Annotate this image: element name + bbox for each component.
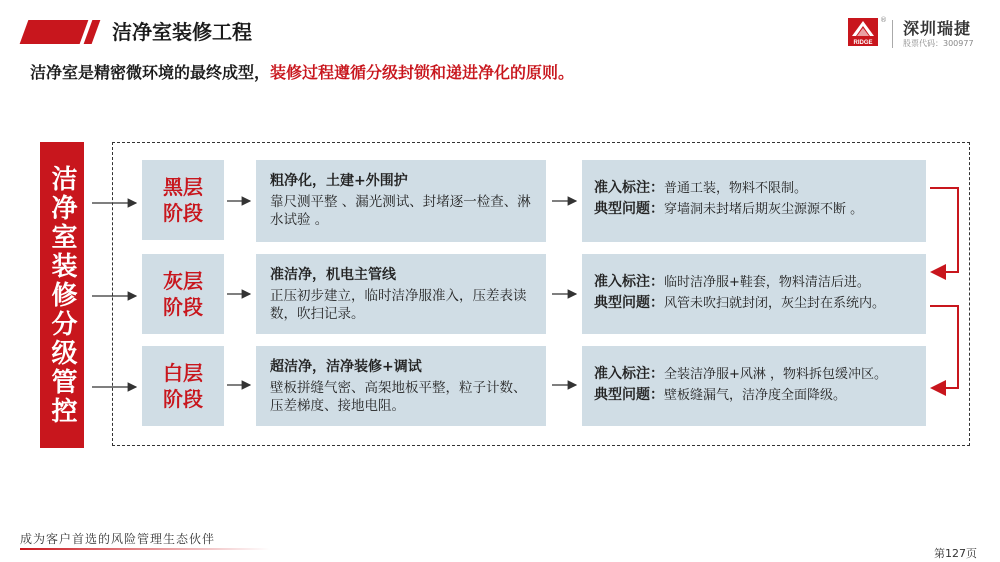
page-number: 第127页 [934,547,977,560]
entry-text: 全装洁净服+风淋 ，物料拆包缓冲区。 [664,367,888,382]
stage-grey-label: 灰层 阶段 [142,254,224,334]
entry-label: 准入标注： [594,180,664,196]
stage-white-text: 壁板拼缝气密、高架地板平整，粒子计数、压差梯度、接地电阻。 [270,380,527,414]
entry-text: 普通工装，物料不限制。 [664,181,808,196]
entry-label: 准入标注： [594,366,664,382]
subtitle-part2: 装修过程遵循分级封锁和递进净化的原则。 [270,63,575,82]
footer-divider [20,548,270,550]
issue-label: 典型问题： [594,387,664,403]
stock-code: 股票代码：300977 [903,39,974,48]
subtitle-part1: 洁净室是精密微环境的最终成型， [30,63,271,82]
stage-black-label: 黑层 阶段 [142,160,224,240]
stage-black-desc [256,160,546,242]
issue-text: 壁板缝漏气，洁净度全面降级。 [664,388,847,403]
issue-text: 穿墙洞未封堵后期灰尘源源不断 。 [664,202,864,217]
stage-white-standard [582,346,926,426]
issue-label: 典型问题： [594,295,664,311]
stage-black-standard [582,160,926,242]
stage-grey-standard [582,254,926,334]
stage-black-text: 靠尺测平整 、漏光测试、封堵逐一检查、淋水试验 。 [270,194,531,228]
entry-label: 准入标注： [594,274,664,290]
company-name: 深圳瑞捷 [903,19,972,38]
registered-mark: ® [880,16,887,24]
footer-slogan: 成为客户首选的风险管理生态伙伴 [20,532,216,546]
stage-grey-title: 准洁净，机电主管线 [270,267,396,283]
stage-white-title: 超洁净，洁净装修+调试 [270,359,422,375]
stage-grey-desc [256,254,546,334]
stage-white-label: 白层 阶段 [142,346,224,426]
stage-grey-text: 正压初步建立，临时洁净服准入，压差表读数，吹扫记录。 [270,288,527,322]
issue-text: 风管未吹扫就封闭，灰尘封在系统内。 [664,296,886,311]
stage-white-desc [256,346,546,426]
logo-brand: RIDGE [853,40,873,46]
page-title: 洁净室装修工程 [112,20,252,44]
issue-label: 典型问题： [594,201,664,217]
entry-text: 临时洁净服+鞋套，物料清洁后进。 [664,275,870,290]
stage-black-title: 粗净化，土建+外围护 [270,173,408,189]
side-label: 洁净室装修分级管控 [40,142,84,448]
